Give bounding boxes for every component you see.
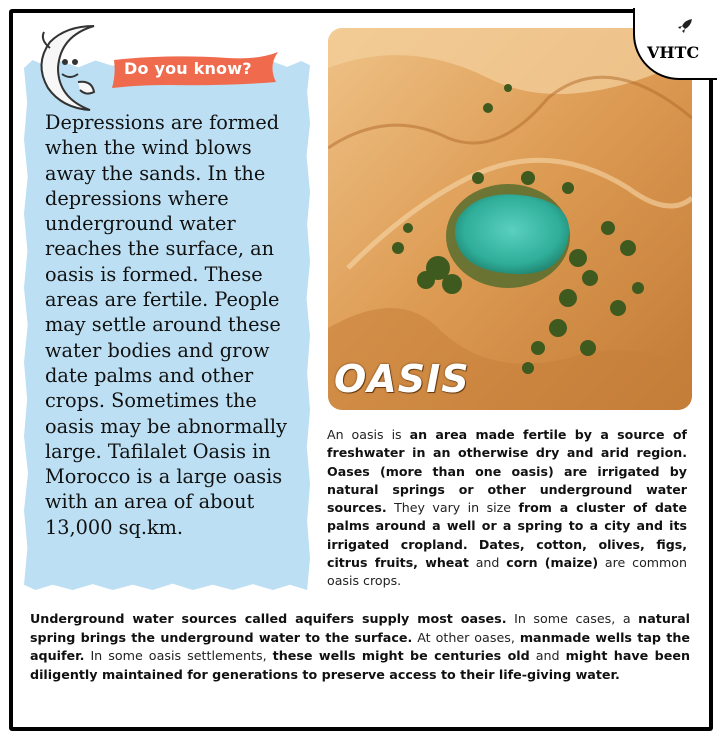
bold-text: Underground water sources called aquifers supply most oases. [30,611,507,626]
oasis-photo [328,28,692,410]
bold-text: manmade wells tap the aquifer. [30,629,690,664]
text-span: are common oasis crops. [327,555,687,589]
moon-mascot-icon [32,22,132,114]
aquifer-paragraph [30,610,690,684]
rocket-icon [676,17,694,35]
text-span: An oasis is [327,427,410,442]
text-span: They vary in size [386,500,519,516]
photo-label: OASIS [334,357,470,401]
oasis-definition-paragraph [327,426,687,591]
text-span: At other oases, [412,629,520,645]
text-span: and [468,555,507,571]
bold-text: corn (maize) [506,555,599,571]
did-you-know-title: Do you know? [124,59,252,78]
bold-text: might have been diligently maintained for generations to preserve access to their life-giving water. [30,648,690,682]
bold-text: these wells might be centuries old [272,648,530,664]
bold-text: Oases (more than one oasis) are irrigated by natural springs or other underground water sources. [327,463,687,516]
bold-text: an area made fertile by a source of freshwater in an otherwise dry and arid region. [327,427,687,461]
bold-text: Dates, cotton, olives, figs, citrus fruits, wheat [327,536,688,571]
publisher-badge-text: VHTC [647,43,700,62]
bold-text: from a cluster of date palms around a well or a spring to a city and its irrigated cropland. [327,500,687,552]
did-you-know-body: Depressions are formed when the wind blows away the sands. In the depressions where underground water reaches the surface, an oasis is formed. These areas are fertile. People may settle around these water bodies and grow date palms and other crops. Sometimes the oasis may be abnormally large. Tafilalet Oasis in Morocco is a large oasis with an area of about 13,000 sq.km. [45,111,287,539]
bold-text: natural spring brings the underground water to the surface. [30,611,691,645]
text-span: In some oasis settlements, [84,648,273,664]
text-span: In some cases, a [506,611,639,626]
text-span: and [529,648,566,664]
